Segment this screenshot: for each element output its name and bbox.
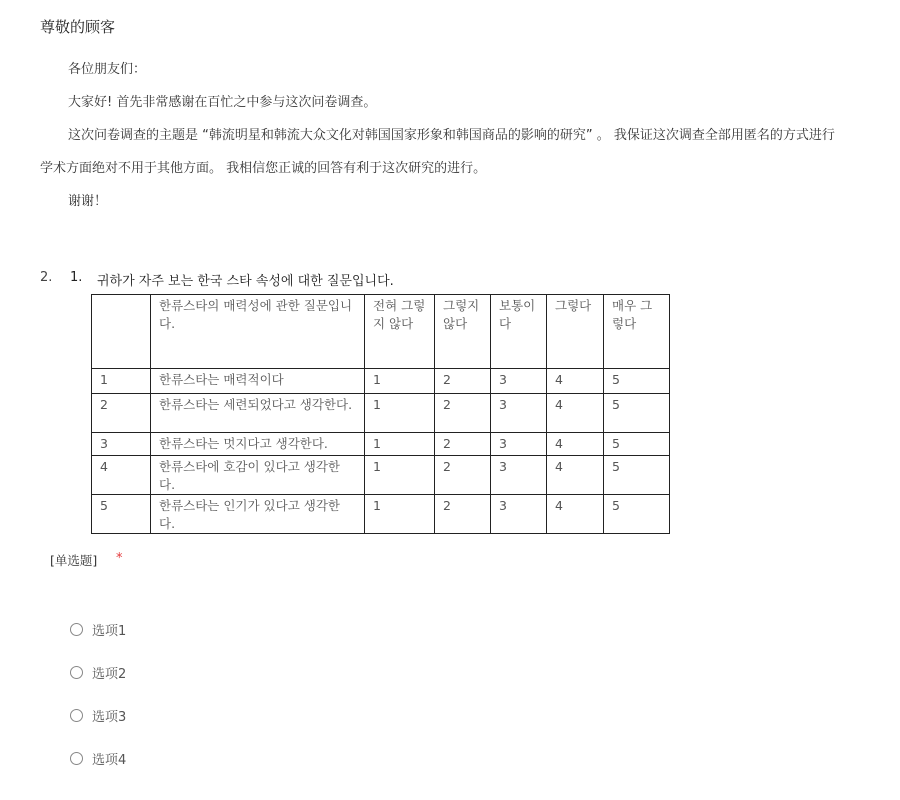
table-header-cell: 그렇지 않다 (435, 295, 491, 369)
option-label: 选项3 (92, 709, 127, 725)
question-sub-number: 1. (70, 270, 83, 285)
table-cell: 3 (92, 433, 151, 456)
survey-privacy-line: 学术方面绝对不用于其他方面。 我相信您正诚的回答有利于这次研究的进行。 (40, 161, 487, 176)
table-row (92, 495, 670, 534)
table-cell: 4 (547, 495, 604, 534)
table-header-cell (92, 295, 151, 369)
table-cell: 5 (604, 369, 670, 394)
table-cell: 1 (365, 495, 435, 534)
rating-table (91, 294, 670, 534)
table-header-cell: 한류스타의 매력성에 관한 질문입니다. (151, 295, 365, 369)
option-4[interactable] (70, 750, 126, 766)
table-header-row (92, 295, 670, 369)
table-cell: 5 (604, 456, 670, 495)
radio-button[interactable] (70, 666, 83, 679)
option-label: 选项1 (92, 623, 127, 639)
option-label: 选项2 (92, 666, 127, 682)
table-cell: 1 (365, 369, 435, 394)
salutation: 各位朋友们： (68, 62, 147, 77)
radio-button[interactable] (70, 709, 83, 722)
table-cell: 2 (435, 456, 491, 495)
survey-topic-line: 这次问卷调查的主题是 “韩流明星和韩流大众文化对韩国国家形象和韩国商品的影响的研究” 。 我保证这次调查全部用匿名的方式进行 (68, 128, 835, 143)
table-cell: 4 (92, 456, 151, 495)
table-cell: 한류스타에 호감이 있다고 생각한다. (151, 456, 365, 495)
table-cell: 4 (547, 456, 604, 495)
option-2[interactable] (70, 664, 126, 680)
option-1[interactable] (70, 621, 126, 637)
thanks-line: 谢谢！ (68, 194, 108, 209)
table-cell: 5 (604, 433, 670, 456)
table-cell: 1 (92, 369, 151, 394)
table-cell: 5 (92, 495, 151, 534)
required-mark: * (116, 551, 123, 566)
table-cell: 2 (435, 369, 491, 394)
table-header-cell: 전혀 그렇지 않다 (365, 295, 435, 369)
table-cell: 2 (92, 394, 151, 433)
table-cell: 3 (491, 394, 547, 433)
table-cell: 2 (435, 433, 491, 456)
radio-button[interactable] (70, 623, 83, 636)
table-row (92, 394, 670, 433)
table-header-cell: 매우 그렇다 (604, 295, 670, 369)
table-cell: 1 (365, 394, 435, 433)
table-cell: 3 (491, 369, 547, 394)
table-cell: 3 (491, 433, 547, 456)
question-number: 2. (40, 270, 53, 285)
table-cell: 1 (365, 433, 435, 456)
table-header-cell: 그렇다 (547, 295, 604, 369)
option-label: 选项4 (92, 752, 127, 768)
table-cell: 한류스타는 멋지다고 생각한다. (151, 433, 365, 456)
option-3[interactable] (70, 707, 126, 723)
table-cell: 1 (365, 456, 435, 495)
table-cell: 5 (604, 495, 670, 534)
intro-line: 大家好! 首先非常感谢在百忙之中参与这次问卷调查。 (68, 95, 377, 110)
table-row (92, 433, 670, 456)
table-row (92, 369, 670, 394)
table-cell: 3 (491, 456, 547, 495)
table-cell: 4 (547, 433, 604, 456)
page-title: 尊敬的顾客 (40, 18, 116, 36)
table-cell: 3 (491, 495, 547, 534)
table-row (92, 456, 670, 495)
table-cell: 한류스타는 세련되었다고 생각한다. (151, 394, 365, 433)
table-cell: 5 (604, 394, 670, 433)
question-text: 귀하가 자주 보는 한국 스타 속성에 대한 질문입니다. (97, 274, 394, 289)
table-cell: 한류스타는 매력적이다 (151, 369, 365, 394)
table-cell: 4 (547, 369, 604, 394)
table-cell: 2 (435, 394, 491, 433)
table-cell: 한류스타는 인기가 있다고 생각한다. (151, 495, 365, 534)
table-header-cell: 보통이다 (491, 295, 547, 369)
question-type-label: [单选题] (50, 553, 98, 568)
table-cell: 2 (435, 495, 491, 534)
table-cell: 4 (547, 394, 604, 433)
radio-button[interactable] (70, 752, 83, 765)
